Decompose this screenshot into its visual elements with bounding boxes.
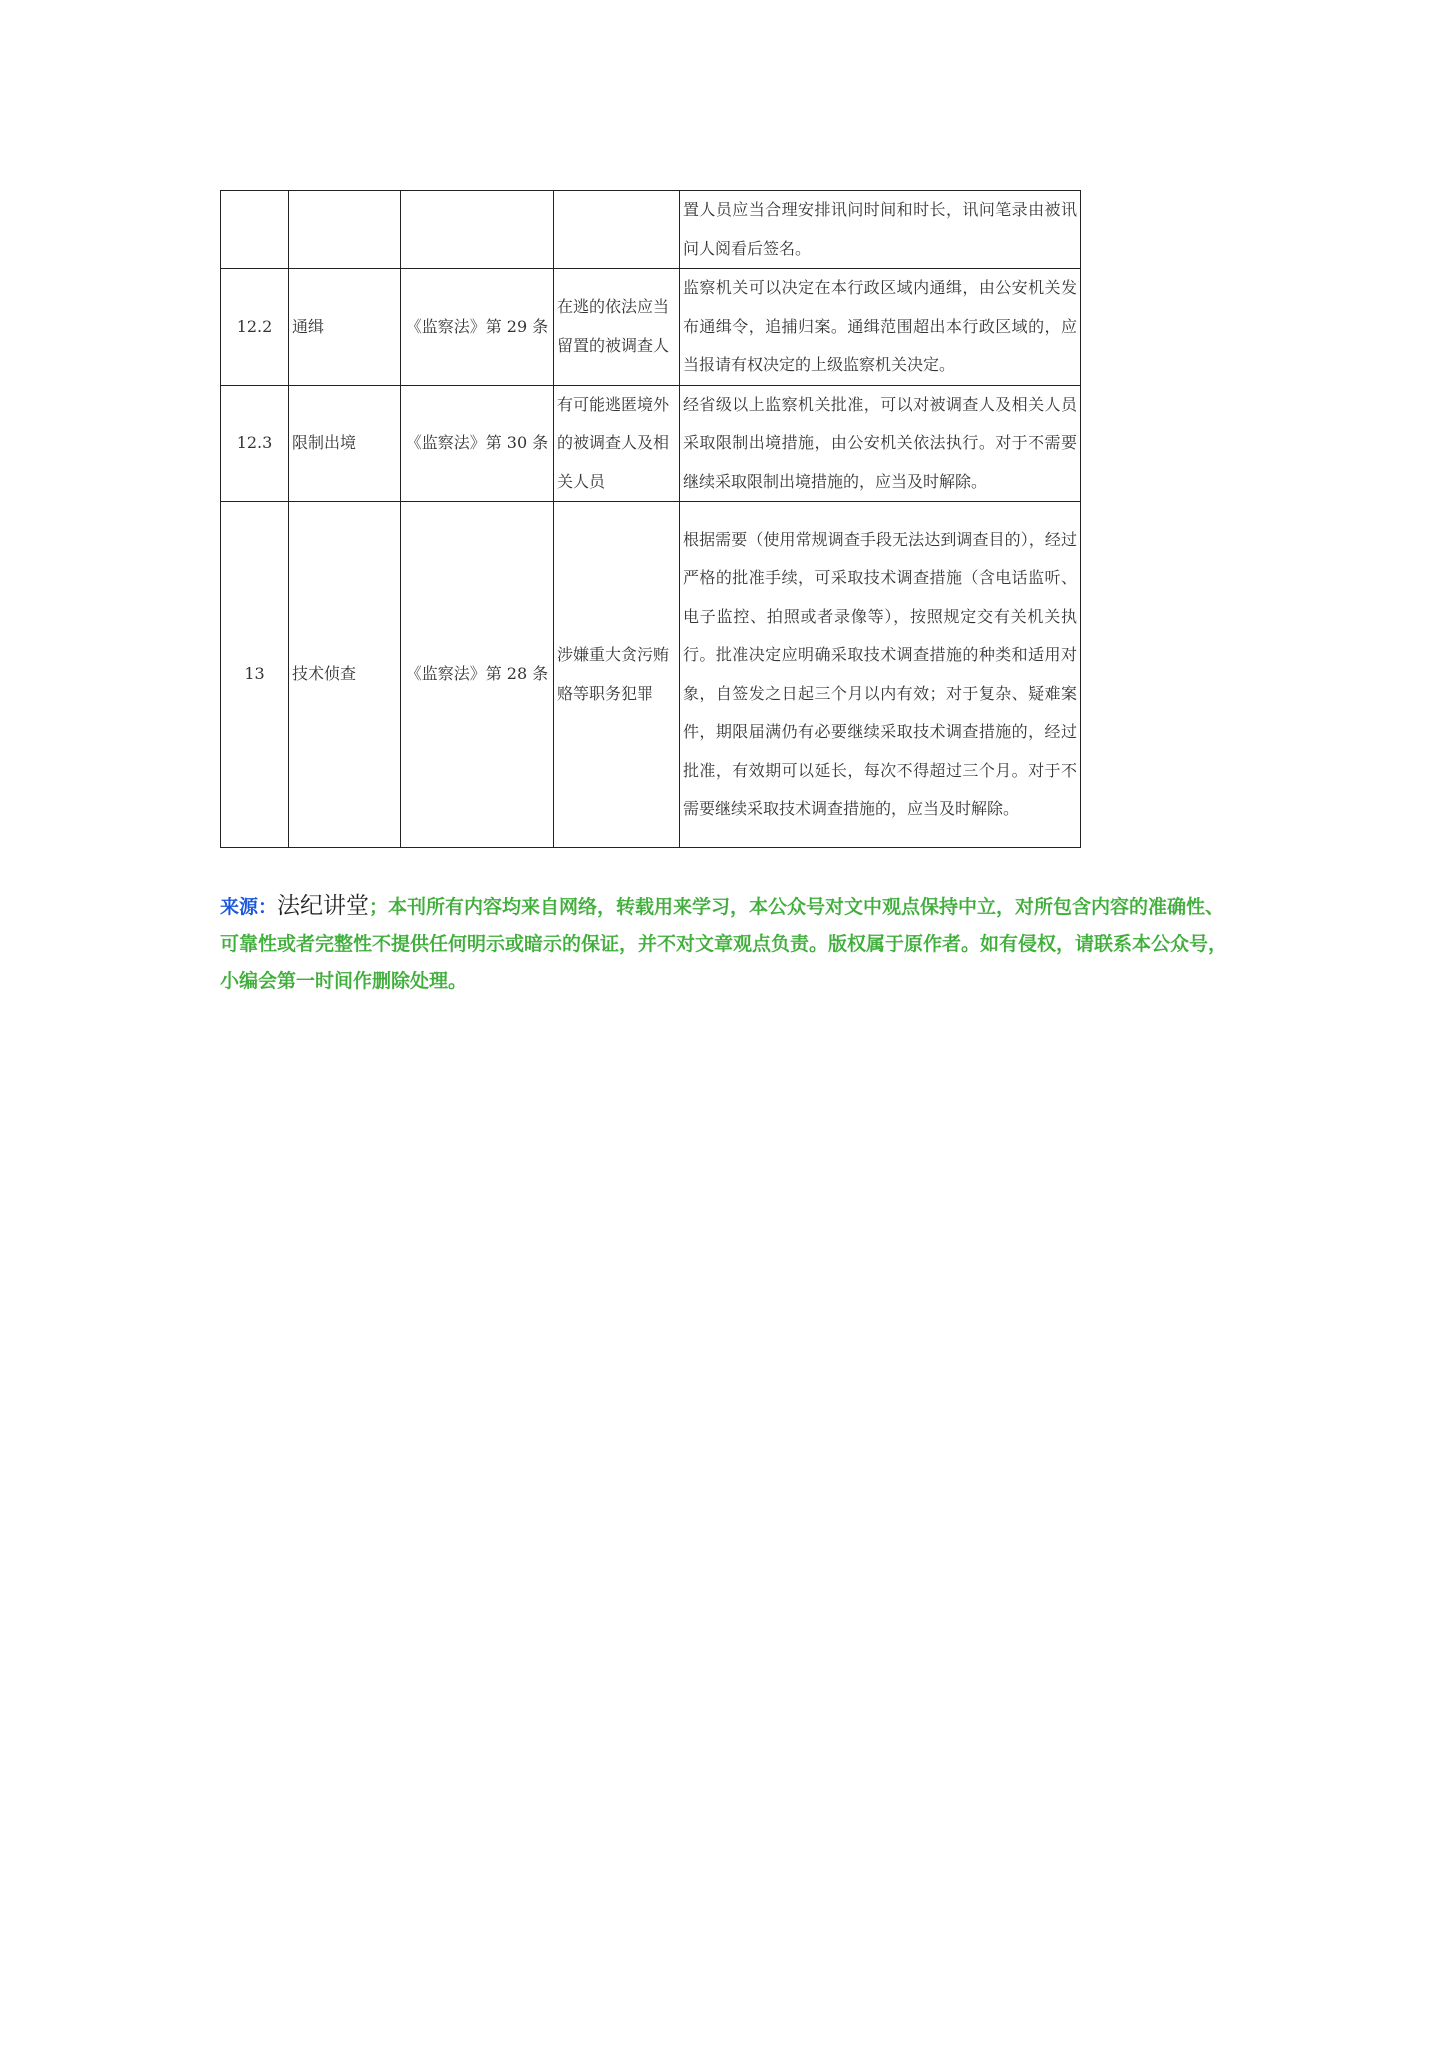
source-separator: ； xyxy=(369,896,389,918)
cell-legal-basis: 《监察法》第 29 条 xyxy=(401,269,554,386)
cell-legal-basis xyxy=(401,191,554,269)
cell-measure-name: 技术侦查 xyxy=(289,502,401,848)
cell-number: 12.3 xyxy=(221,385,289,502)
cell-measure-name: 通缉 xyxy=(289,269,401,386)
source-label: 来源： xyxy=(220,896,278,918)
disclaimer-text: 本刊所有内容均来自网络，转载用来学习，本公众号对文中观点保持中立，对所包含内容的准确性、可靠性或者完整性不提供任何明示或暗示的保证，并不对文章观点负责。版权属于原作者。如有侵权，请联系本公众号，小编会第一时间作删除处理。 xyxy=(220,896,1228,992)
cell-number: 12.2 xyxy=(221,269,289,386)
cell-target: 在逃的依法应当留置的被调查人 xyxy=(554,269,680,386)
cell-content: 监察机关可以决定在本行政区域内通缉，由公安机关发布通缉令，追捕归案。通缉范围超出本行政区域的，应当报请有权决定的上级监察机关决定。 xyxy=(680,269,1081,386)
cell-content: 经省级以上监察机关批准，可以对被调查人及相关人员采取限制出境措施，由公安机关依法执行。对于不需要继续采取限制出境措施的，应当及时解除。 xyxy=(680,385,1081,502)
source-name: 法纪讲堂 xyxy=(277,893,370,919)
table-row xyxy=(221,502,1081,848)
cell-target: 有可能逃匿境外的被调查人及相关人员 xyxy=(554,385,680,502)
cell-measure-name: 限制出境 xyxy=(289,385,401,502)
cell-legal-basis: 《监察法》第 30 条 xyxy=(401,385,554,502)
cell-legal-basis: 《监察法》第 28 条 xyxy=(401,502,554,848)
table-row xyxy=(221,191,1081,269)
measures-table xyxy=(220,190,1081,848)
cell-number: 13 xyxy=(221,502,289,848)
source-note xyxy=(220,888,1240,1000)
table-row xyxy=(221,385,1081,502)
cell-content: 根据需要（使用常规调查手段无法达到调查目的），经过严格的批准手续，可采取技术调查措施（含电话监听、电子监控、拍照或者录像等），按照规定交有关机关执行。批准决定应明确采取技术调查措施的种类和适用对象，自签发之日起三个月以内有效；对于复杂、疑难案件，期限届满仍有必要继续采取技术调查措施的，经过批准，有效期可以延长，每次不得超过三个月。对于不需要继续采取技术调查措施的，应当及时解除。 xyxy=(680,502,1081,848)
cell-target: 涉嫌重大贪污贿赂等职务犯罪 xyxy=(554,502,680,848)
cell-target xyxy=(554,191,680,269)
cell-number xyxy=(221,191,289,269)
table-row xyxy=(221,269,1081,386)
cell-content: 置人员应当合理安排讯问时间和时长，讯问笔录由被讯问人阅看后签名。 xyxy=(680,191,1081,269)
cell-measure-name xyxy=(289,191,401,269)
